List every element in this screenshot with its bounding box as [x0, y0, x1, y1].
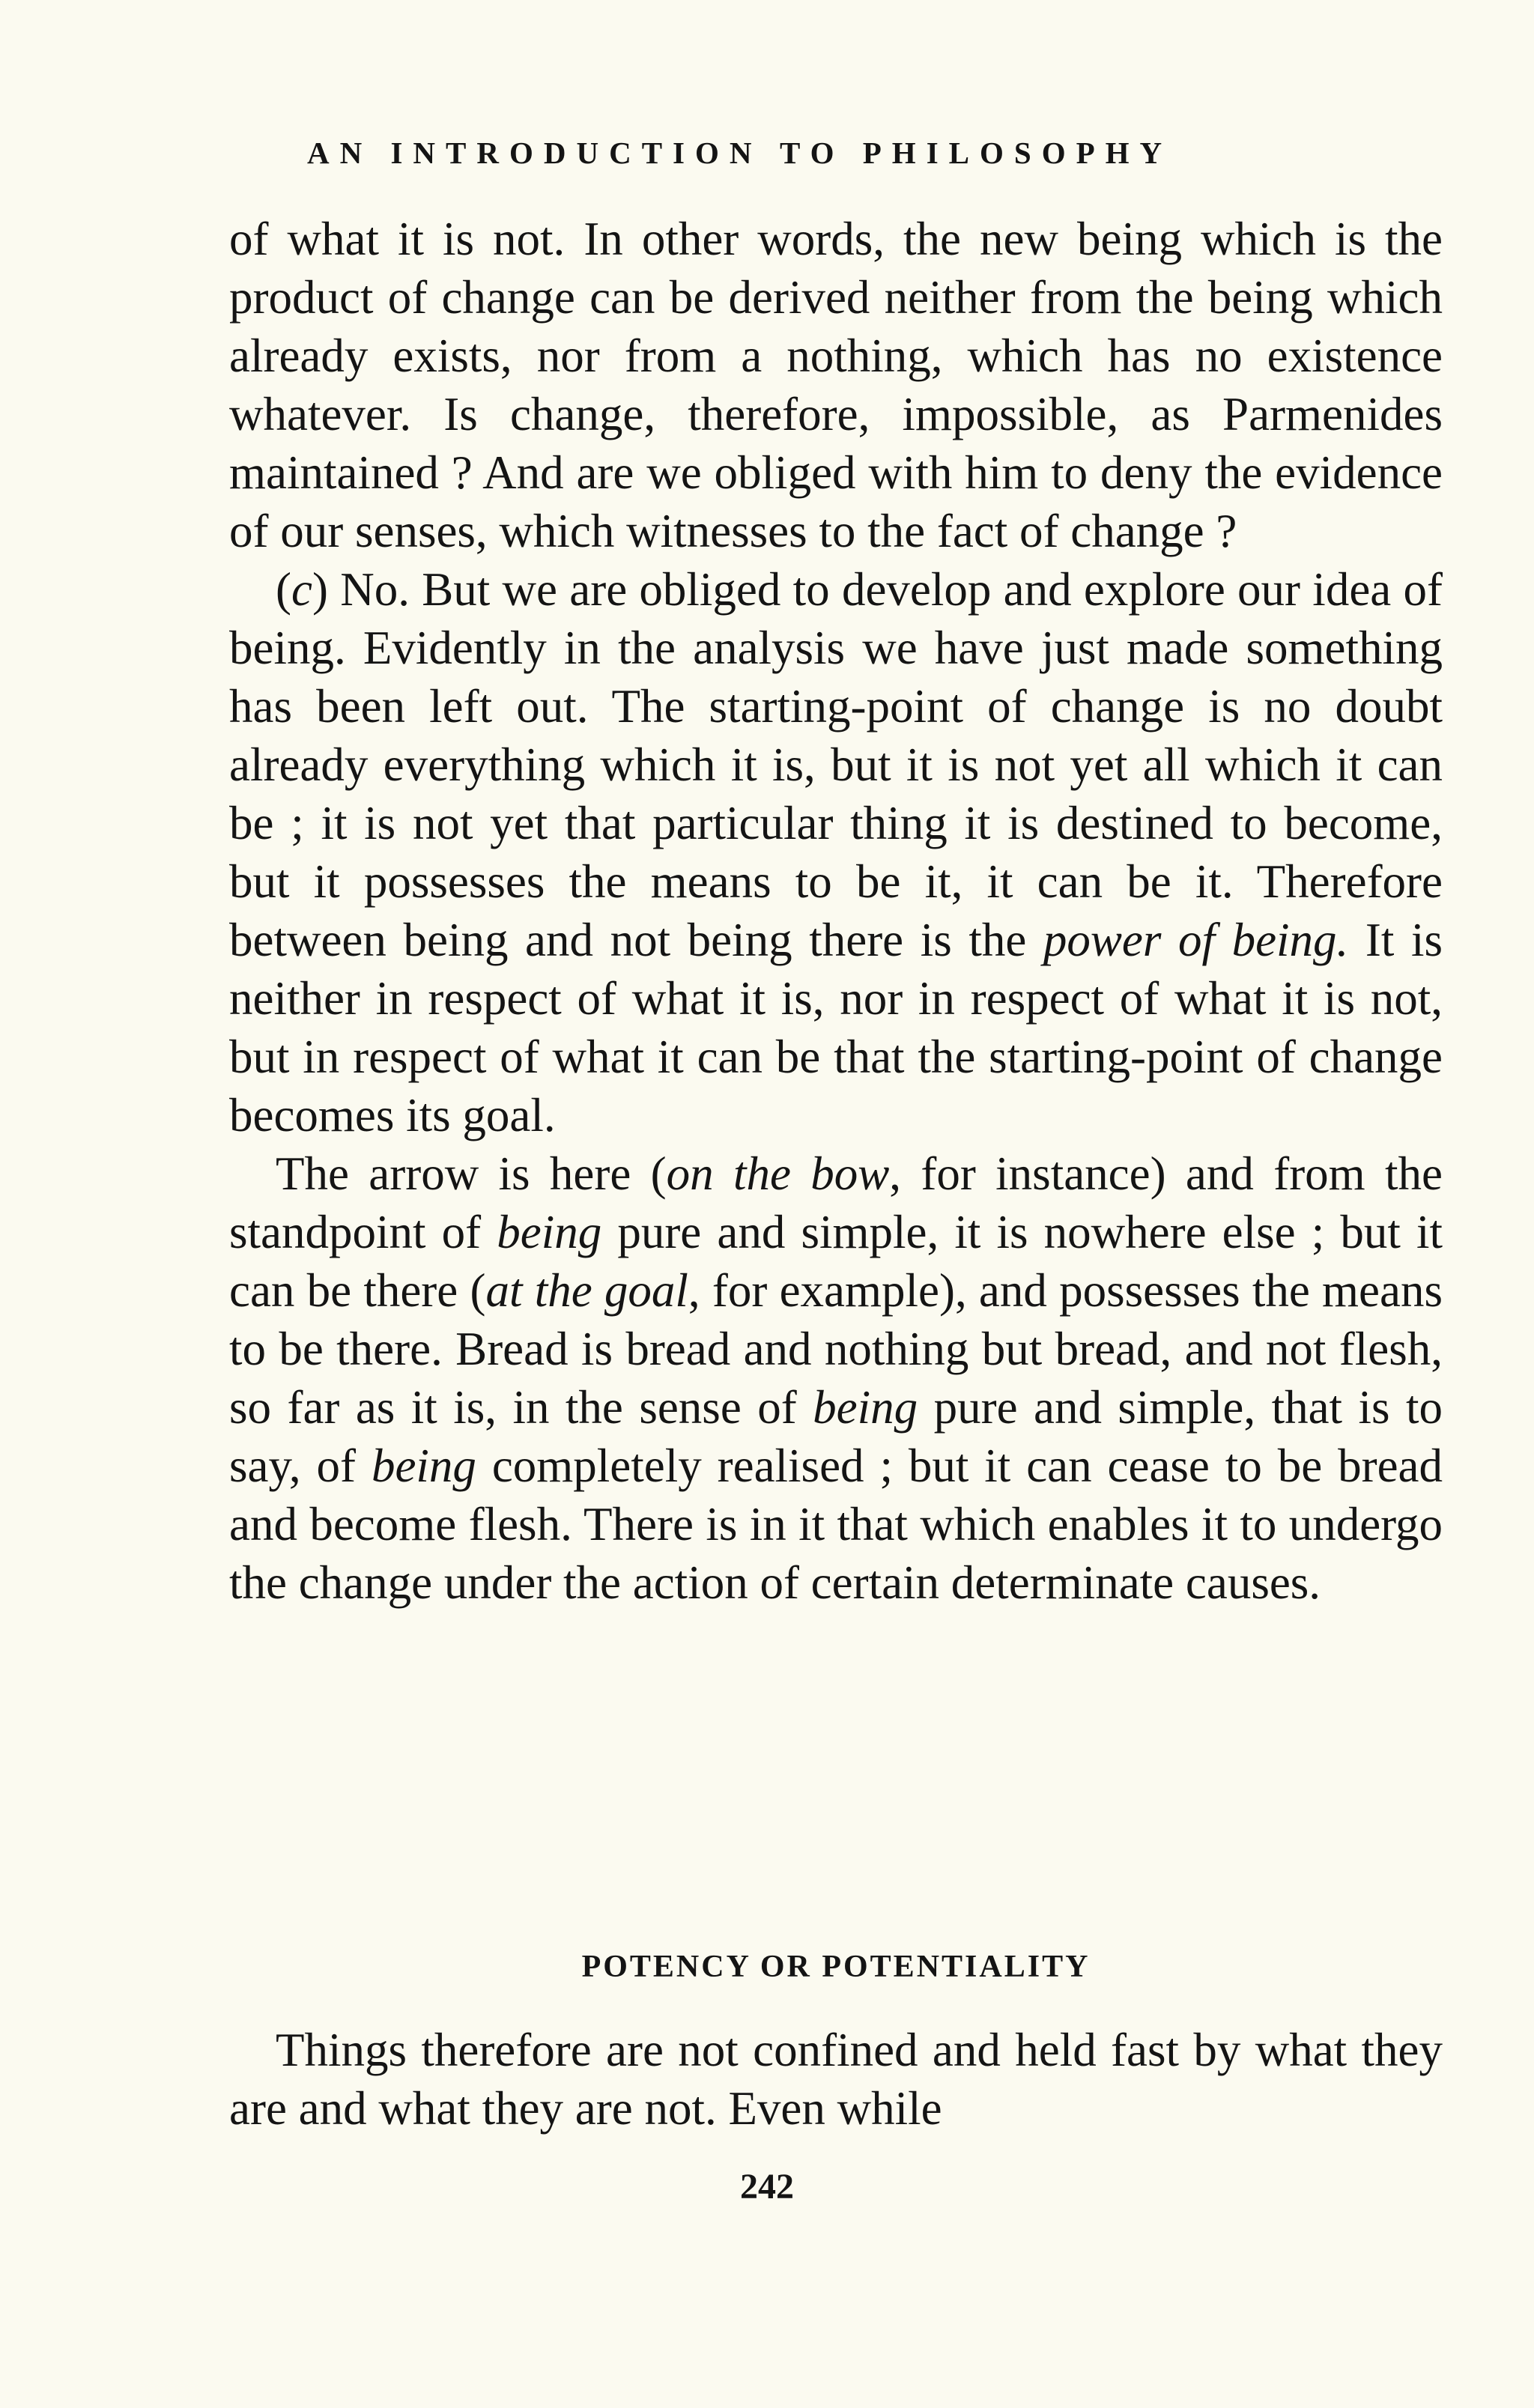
paragraph-2-italic-power-of-being: power of being.	[1043, 914, 1349, 966]
running-head: AN INTRODUCTION TO PHILOSOPHY	[307, 136, 1173, 170]
paragraph-3-part-11: completely realised ; but it can cease to be bread and become flesh. There is in it that which enables it to undergo the change under the action of certain determinate causes.	[229, 1440, 1443, 1609]
paragraph-2-part-3: ) No. But we are obliged to develop and explore our idea of being. Evidently in the analysis we have just made something has been left out. The starting-point of change is no doubt already everything which it is, but it is not yet all which it can be ; it is not yet that particular thing it is destined to become, but it possesses the means to be it, it can be it. Therefore between being and not being there is the	[229, 563, 1443, 966]
paragraph-3-italic-being-1: being	[497, 1206, 602, 1258]
paragraph-3-part-9: pure and simple, that is to say, of	[229, 1381, 1443, 1492]
paragraph-3-part-1: The arrow is here (	[276, 1147, 667, 1200]
paragraph-3	[229, 1144, 1443, 1612]
paragraph-1	[229, 210, 1443, 560]
paragraph-2-part-5: It is neither in respect of what it is, nor in respect of what it is not, but in respect of what it can be that the starting-point of change becomes its goal.	[229, 914, 1443, 1141]
paragraph-3-italic-being-2: being	[813, 1381, 918, 1434]
section-heading: POTENCY OR POTENTIALITY	[581, 1950, 1091, 1984]
paragraph-2	[229, 560, 1443, 1144]
paragraph-3-italic-being-3: being	[371, 1440, 476, 1492]
paragraph-3-part-3: , for instance) and from the standpoint of	[229, 1147, 1443, 1258]
section-paragraph: Things therefore are not confined and held fast by what they are and what they are not. Even while	[229, 2024, 1443, 2135]
paragraph-3-part-7: , for example), and possesses the means to be there. Bread is bread and nothing but bread, and not flesh, so far as it is, in the sense of	[229, 1264, 1443, 1434]
paragraph-3-italic-at-the-goal: at the goal	[485, 1264, 688, 1317]
section-body-text	[229, 2021, 1443, 2138]
paragraph-1-text: of what it is not. In other words, the new being which is the product of change can be derived neither from the being which already exists, nor from a nothing, which has no existence whatever. Is change, therefore, impossible, as Parmenides maintained ? And are we obliged with him to deny the evidence of our senses, which witnesses to the fact of change ?	[229, 213, 1443, 557]
paragraph-3-italic-on-the-bow: on the bow	[666, 1147, 890, 1200]
body-text	[229, 210, 1443, 1612]
paragraph-3-part-5: pure and simple, it is nowhere else ; but it can be there (	[229, 1206, 1443, 1317]
paragraph-2-part-1: (	[276, 563, 291, 616]
paragraph-2-italic-c: c	[291, 563, 312, 616]
page-number: 242	[740, 2167, 794, 2207]
